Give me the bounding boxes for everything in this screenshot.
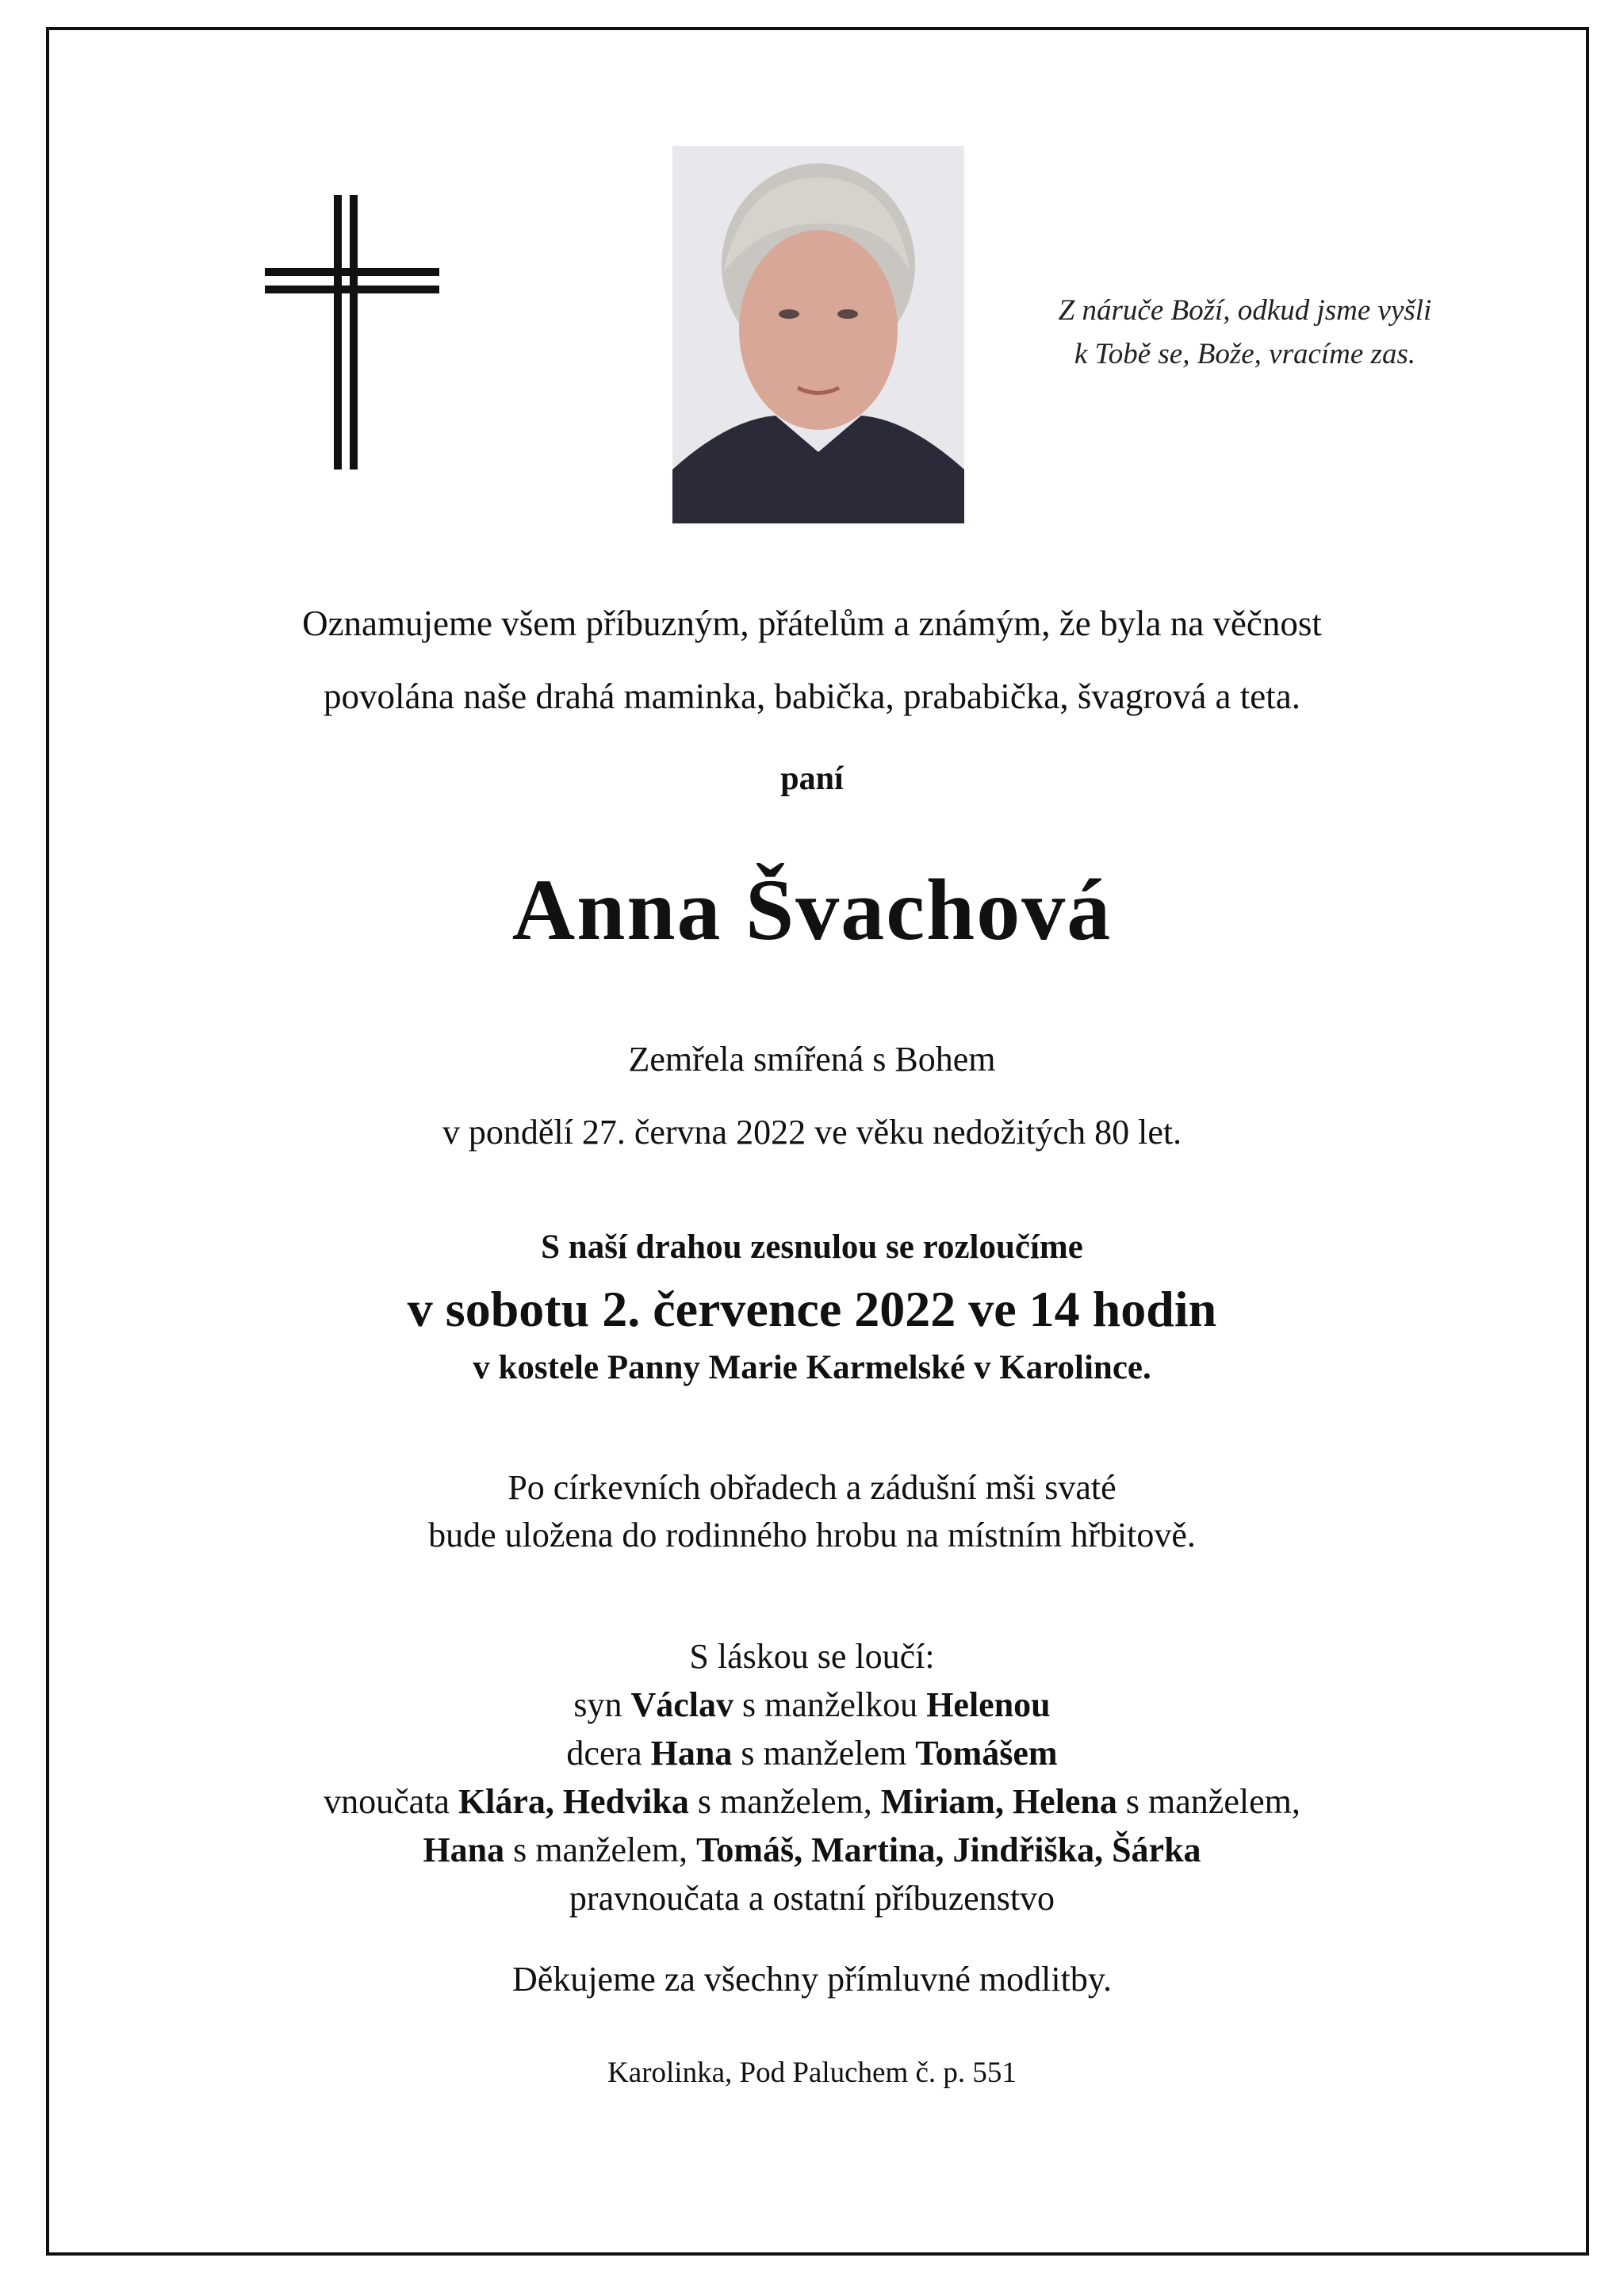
ceremony-date-time: v sobotu 2. července 2022 ve 14 hodin	[407, 1281, 1217, 1337]
burial-line-2: bude uložena do rodinného hrobu na místním hřbitově.	[428, 1516, 1196, 1554]
death-line-1: Zemřela smířená s Bohem	[628, 1040, 996, 1079]
burial-notice	[0, 1464, 1624, 1559]
thanks-text: Děkujeme za všechny přímluvné modlitby.	[512, 1960, 1112, 1999]
death-line-2: v pondělí 27. června 2022 ve věku nedožitých 80 let.	[442, 1113, 1182, 1152]
mourner-grandchildren-line-2: Hana s manželem, Tomáš, Martina, Jindřiška, Šárka	[423, 1830, 1201, 1869]
portrait-photo	[672, 146, 964, 523]
ceremony-location: v kostele Panny Marie Karmelské v Karolince.	[473, 1349, 1151, 1386]
honorific: paní	[780, 761, 844, 797]
verse-line-2: k Tobě se, Bože, vracíme zas.	[1074, 338, 1416, 370]
mourner-daughter: dcera Hana s manželem Tomášem	[566, 1734, 1058, 1773]
address-text: Karolinka, Pod Paluchem č. p. 551	[607, 2056, 1017, 2089]
mourner-son: syn Václav s manželkou Helenou	[573, 1685, 1051, 1724]
announcement-text	[0, 587, 1624, 733]
announcement-line-1: Oznamujeme všem příbuzným, přátelům a známým, že byla na věčnost	[302, 604, 1322, 643]
mourner-great-grandchildren: pravnoučata a ostatní příbuzenstvo	[569, 1879, 1055, 1918]
cross-icon	[265, 195, 439, 470]
burial-line-1: Po církevních obřadech a zádušní mši svaté	[508, 1468, 1116, 1507]
announcement-line-2: povolána naše drahá maminka, babička, prababička, švagrová a teta.	[324, 677, 1300, 716]
verse-line-1: Z náruče Boží, odkud jsme vyšli	[1058, 294, 1432, 327]
ceremony-intro: S naší drahou zesnulou se rozloučíme	[541, 1228, 1083, 1266]
mourners-list	[0, 1632, 1624, 1922]
mourner-grandchildren-line-1: vnoučata Klára, Hedvika s manželem, Miriam, Helena s manželem,	[324, 1782, 1300, 1821]
mourners-intro: S láskou se loučí:	[689, 1637, 935, 1676]
death-notice	[0, 1023, 1624, 1169]
verse-quote	[991, 289, 1499, 376]
deceased-name: Anna Švachová	[511, 861, 1113, 958]
